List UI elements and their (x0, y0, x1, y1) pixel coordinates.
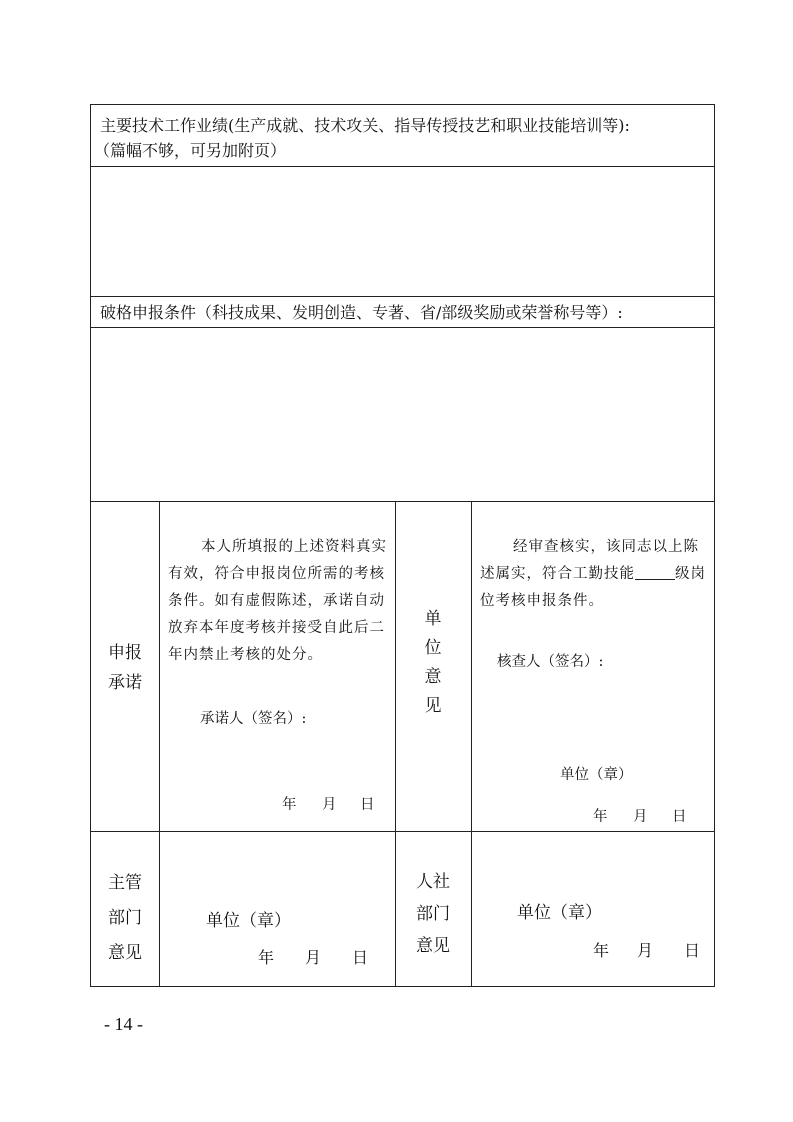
row-divider (90, 296, 715, 297)
dept-opinion-year: 年 (258, 948, 275, 967)
dept-opinion-label-line2: 部门 (108, 908, 142, 928)
unit-opinion-label-line2: 位 (424, 638, 442, 658)
row-divider (90, 166, 715, 167)
unit-opinion-day: 日 (672, 809, 687, 825)
unit-opinion-label-line1: 单 (424, 609, 442, 629)
declaration-signer-label: 承诺人（签名）: (200, 711, 307, 727)
hr-opinion-label-line1: 人社 (416, 872, 450, 892)
unit-opinion-label-line4: 见 (424, 696, 442, 716)
achievements-note: （篇幅不够，可另加附页） (94, 141, 287, 160)
unit-checker-label: 核查人（签名）: (497, 654, 604, 670)
dept-opinion-label (105, 866, 145, 971)
hr-opinion-day: 日 (684, 941, 701, 960)
declaration-year: 年 (282, 797, 297, 813)
unit-opinion-year: 年 (593, 809, 608, 825)
hr-opinion-month: 月 (637, 941, 654, 960)
col-divider (159, 501, 160, 987)
hr-opinion-year: 年 (593, 941, 610, 960)
row-divider (90, 831, 715, 832)
unit-opinion-text-part2: 级岗位考核申报条件。 (480, 566, 706, 609)
col-divider (395, 501, 396, 987)
unit-opinion-text (480, 534, 712, 615)
dept-opinion-label-line1: 主管 (108, 873, 142, 893)
unit-opinion-stamp: 单位（章） (560, 767, 633, 783)
row-divider (90, 327, 715, 328)
unit-opinion-label (413, 605, 453, 721)
dept-opinion-label-line3: 意见 (108, 943, 142, 963)
exception-content-field[interactable] (92, 329, 713, 499)
hr-opinion-label-line2: 部门 (416, 904, 450, 924)
unit-opinion-text-part1: 经审查核实，该同志以上陈述属实，符合工勤技能 (480, 539, 699, 582)
level-blank-field[interactable] (635, 565, 675, 580)
row-divider (90, 501, 715, 502)
hr-opinion-stamp: 单位（章） (517, 903, 602, 923)
hr-opinion-label-line3: 意见 (416, 936, 450, 956)
dept-opinion-day: 日 (352, 948, 369, 967)
declaration-month: 月 (322, 797, 337, 813)
declaration-text: 本人所填报的上述资料真实有效，符合申报岗位所需的考核条件。如有虚假陈述，承诺自动放弃本年度考核并接受自此后二年内禁止考核的处分。 (168, 539, 387, 663)
achievements-content-field[interactable] (92, 168, 713, 294)
page-number: - 14 - (104, 1014, 143, 1034)
dept-opinion-stamp: 单位（章） (206, 911, 291, 931)
hr-opinion-label (413, 866, 453, 962)
declaration-day: 日 (360, 797, 375, 813)
achievements-heading: 主要技术工作业绩(生产成就、技术攻关、指导传授技艺和职业技能培训等): (100, 116, 630, 135)
declaration-label (105, 638, 145, 698)
unit-opinion-label-line3: 意 (424, 667, 442, 687)
exception-heading: 破格申报条件（科技成果、发明创造、专著、省/部级奖励或荣誉称号等）: (100, 303, 623, 322)
declaration-label-line2: 承诺 (108, 673, 142, 693)
dept-opinion-month: 月 (305, 948, 322, 967)
col-divider (471, 501, 472, 987)
declaration-label-line1: 申报 (108, 643, 142, 663)
unit-opinion-month: 月 (633, 809, 648, 825)
